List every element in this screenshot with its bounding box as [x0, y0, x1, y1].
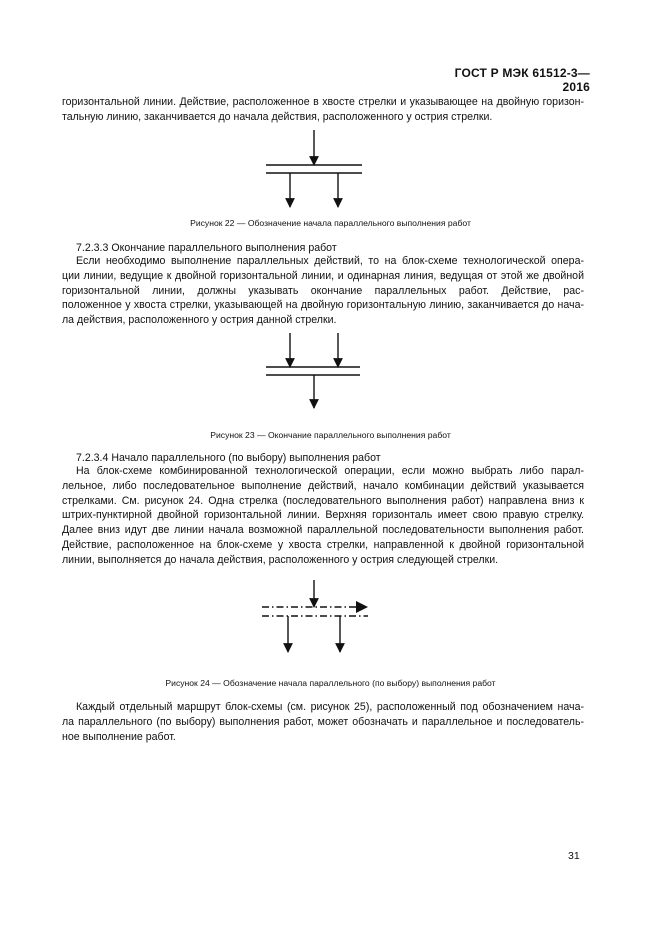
figure-22-diagram: [0, 125, 661, 215]
text-line: положенное у хвоста стрелки, указывающей на двойную горизонтальную линию, заканчивается до нача-: [62, 299, 584, 312]
section-7234-heading: 7.2.3.4 Начало параллельного (по выбору) выполнения работ: [76, 452, 381, 464]
text-line: ции линии, ведущие к двойной горизонтальной линии, и одинарная линия, ведущая от этой же двойной: [62, 269, 584, 282]
text-line: горизонтальной линии, должны указывать окончание параллельных работ. Действие, рас-: [62, 284, 584, 297]
figure-22-caption: Рисунок 22 — Обозначение начала параллельного выполнения работ: [190, 218, 471, 228]
text-line: линии, выполняется до начала действия, расположенного у острия следующей стрелки.: [62, 553, 499, 566]
document-code-header: ГОСТ Р МЭК 61512-3—2016: [454, 66, 590, 94]
text-line: На блок-схеме комбинированной технологической операции, если можно выбрать либо парал-: [76, 465, 584, 477]
text-line: горизонтальной линии. Действие, расположенное в хвосте стрелки и указывающее на двойную горизон-: [62, 96, 584, 108]
text-line: ное выполнение работ.: [62, 730, 176, 743]
section-7234-paragraph: [62, 464, 584, 568]
figure-23-diagram: [0, 330, 661, 420]
text-line: лельное, либо последовательное выполнение действий, начало комбинации действий указывается: [62, 479, 584, 492]
text-line: ла параллельного (по выбору) выполнения работ, может обозначать и параллельное и последователь-: [62, 715, 584, 728]
text-line: Каждый отдельный маршрут блок-схемы (см. рисунок 25), расположенный под обозначением нача-: [76, 701, 584, 713]
figure-24-diagram: [0, 580, 661, 660]
text-line: Далее вниз идут две линии начала возможной параллельной последовательности выполнения работ.: [62, 524, 584, 537]
text-line: Действие, расположенное на блок-схеме у хвоста стрелки, направленной к двойной горизонтальной: [62, 538, 584, 551]
closing-paragraph: [62, 700, 584, 744]
text-line: ла действия, расположенного у острия данной стрелки.: [62, 314, 337, 327]
figure-24-caption: Рисунок 24 — Обозначение начала параллельного (по выбору) выполнения работ: [165, 678, 496, 688]
section-7233-heading: 7.2.3.3 Окончание параллельного выполнения работ: [76, 242, 337, 254]
text-line: тальную линию, заканчивается до начала действия, расположенного у острия стрелки.: [62, 110, 493, 123]
section-7233-paragraph: [62, 254, 584, 328]
text-line: стрелками. См. рисунок 24. Одна стрелка (последовательного выполнения работ) направлена вниз к: [62, 494, 584, 507]
right-arrowhead: [356, 601, 368, 613]
page-number: 31: [568, 850, 580, 862]
figure-23-caption: Рисунок 23 — Окончание параллельного выполнения работ: [210, 430, 451, 440]
text-line: Если необходимо выполнение параллельных действий, то на блок-схеме технологической опера-: [76, 255, 584, 267]
intro-paragraph: [62, 95, 584, 125]
text-line: штрих-пунктирной двойной горизонтальной линии. Верхняя горизонталь имеет свою правую стрелку.: [62, 509, 584, 522]
